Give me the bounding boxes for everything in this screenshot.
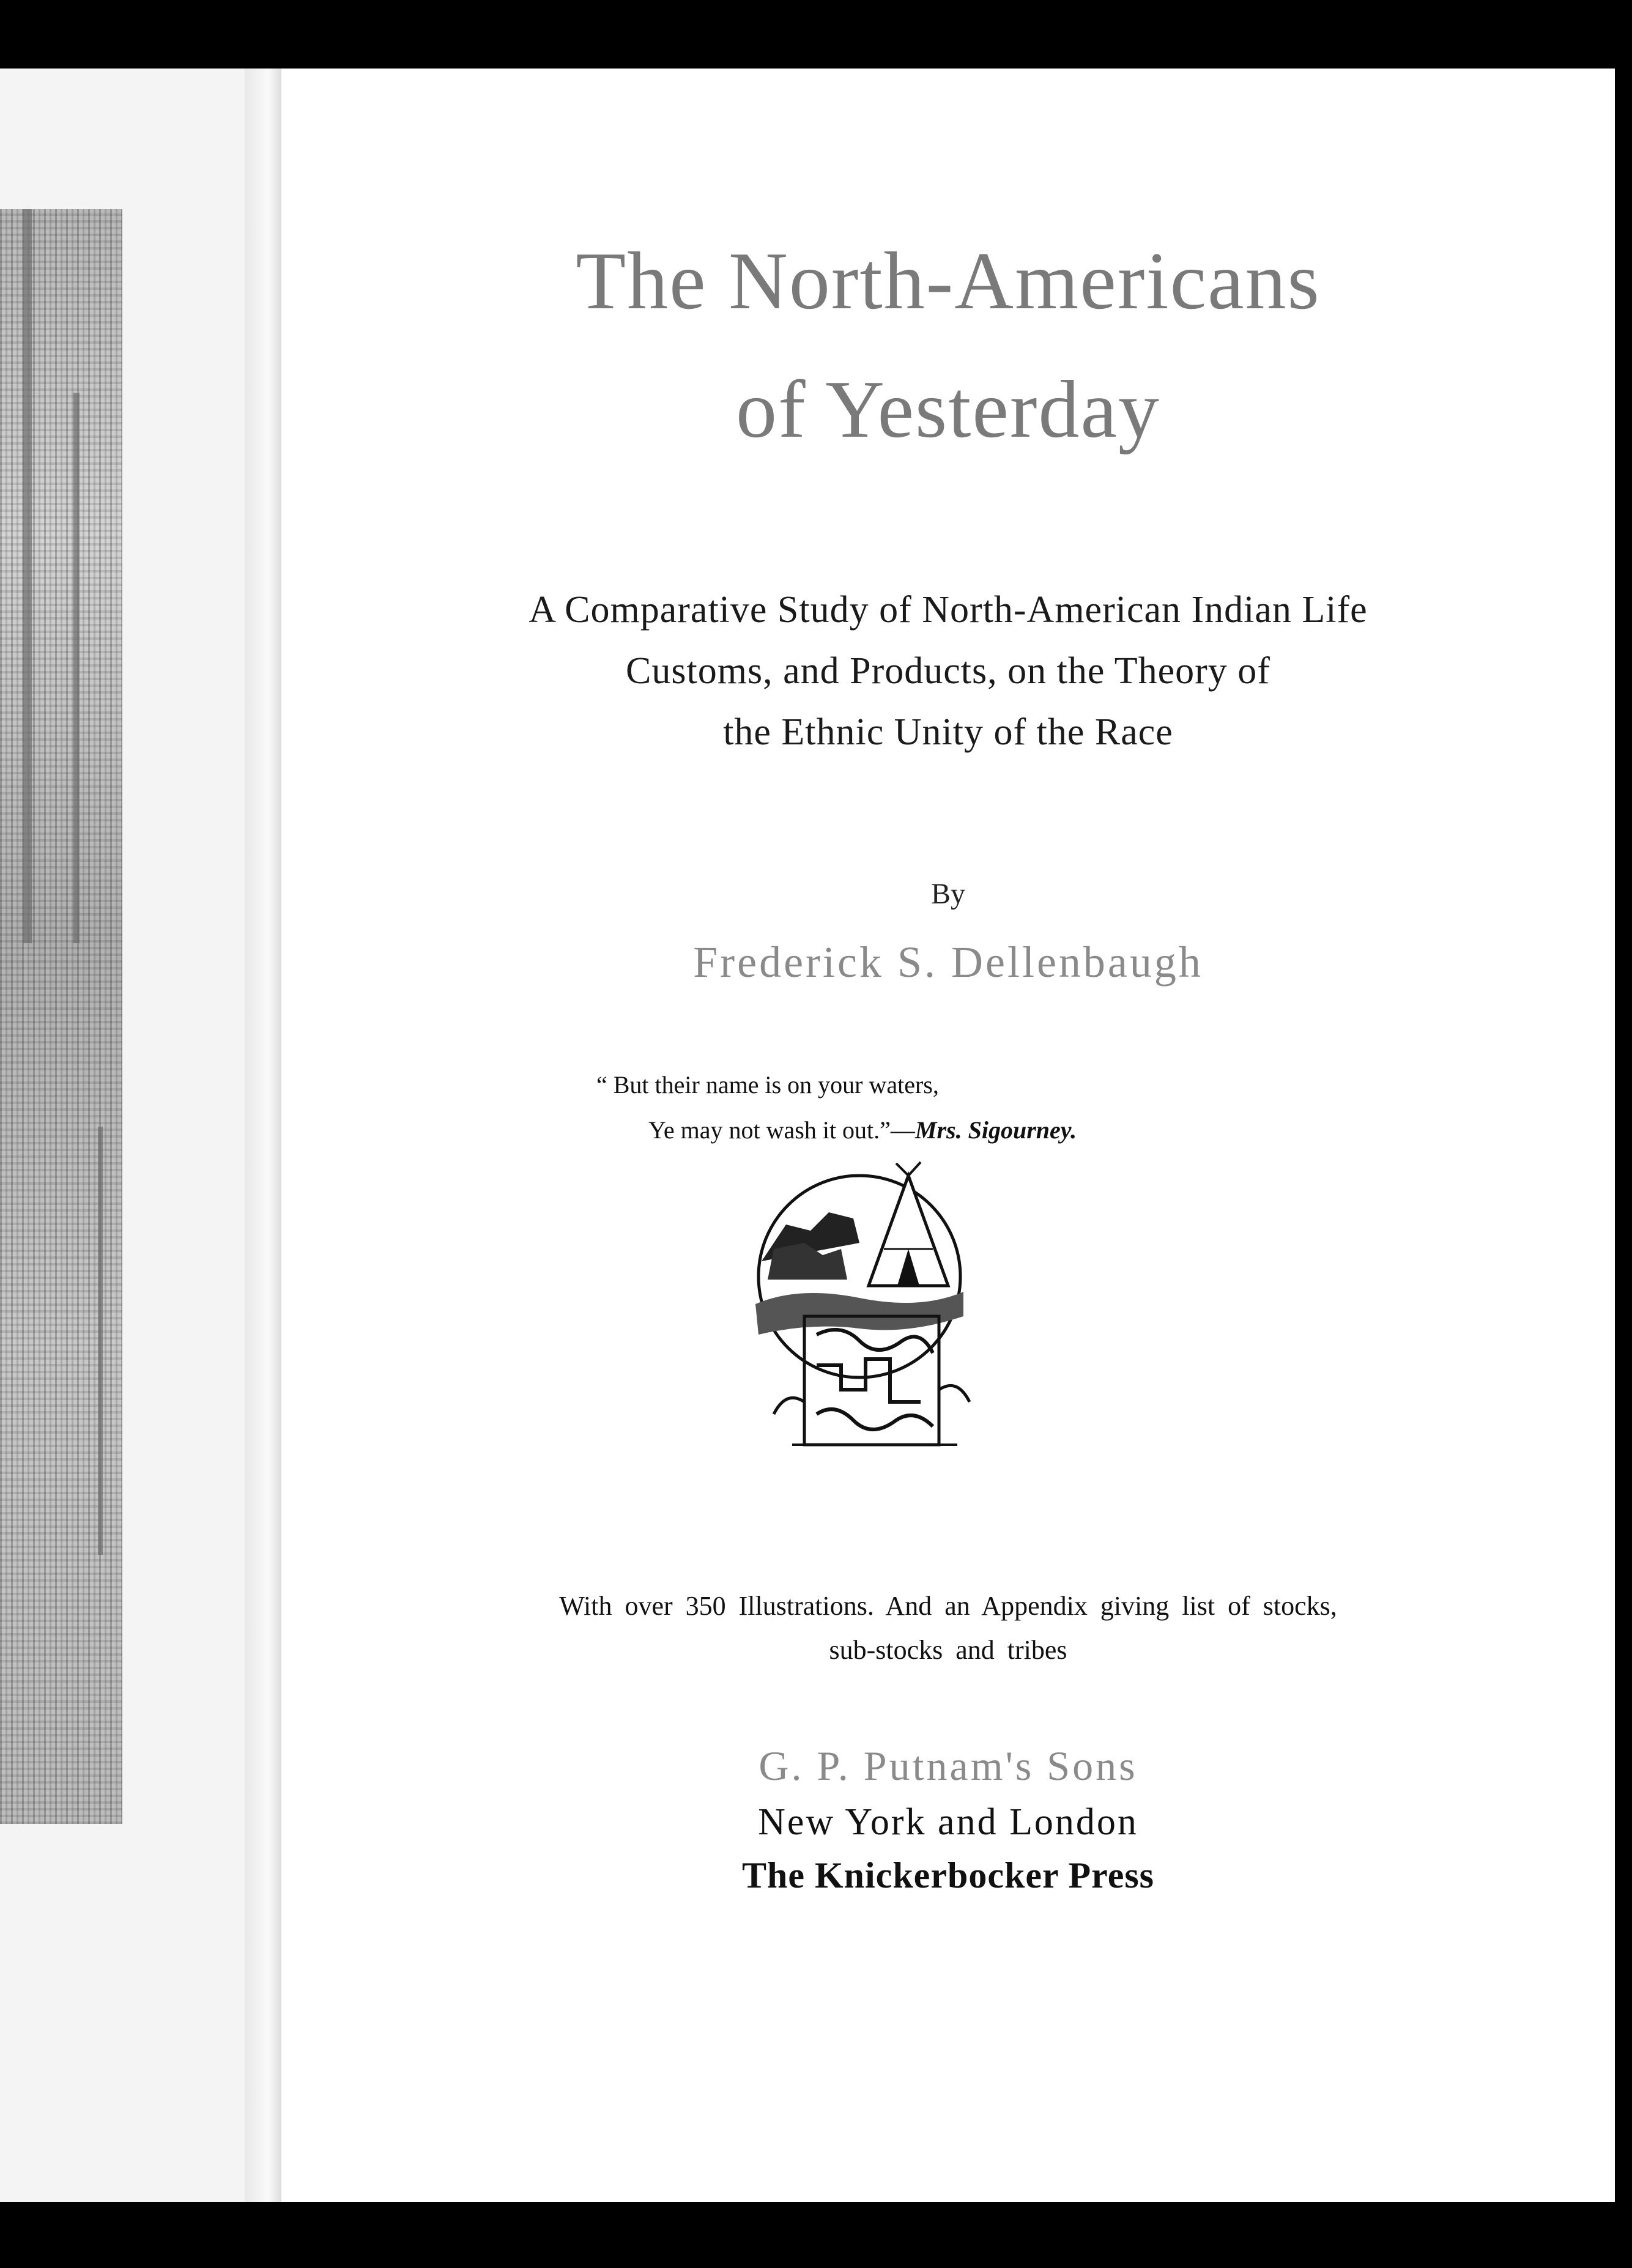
facing-page — [0, 69, 263, 2202]
epigraph-line-1: “ But their name is on your waters, — [596, 1071, 939, 1099]
publisher-imprint: The Knickerbocker Press — [741, 1855, 1155, 1896]
frontispiece-plate-edge — [0, 209, 122, 1824]
epigraph-text: Ye may not wash it out.”— — [648, 1116, 915, 1144]
author-name: Frederick S. Dellenbaugh — [693, 938, 1203, 987]
scan-border-top — [0, 0, 1632, 69]
title-page — [281, 69, 1615, 2202]
title-line-2: of Yesterday — [736, 364, 1160, 454]
by-label: By — [930, 878, 965, 910]
subtitle-line-3: the Ethnic Unity of the Race — [723, 711, 1173, 753]
epigraph-line-2 — [648, 1116, 1077, 1144]
publisher-name: G. P. Putnam's Sons — [759, 1743, 1138, 1789]
epigraph-attribution: Mrs. Sigourney. — [914, 1116, 1077, 1144]
title-line-1: The North-Americans — [576, 235, 1321, 326]
illustrations-note-line-2: sub-stocks and tribes — [829, 1635, 1067, 1665]
scan-border-bottom — [0, 2202, 1632, 2268]
scan-border-right — [1615, 0, 1632, 2268]
publisher-place: New York and London — [758, 1801, 1138, 1843]
illustrations-note-line-1: With over 350 Illustrations. And an Appendix giving list of stocks, — [559, 1591, 1337, 1621]
circular-vignette-tipi-landscape-icon — [737, 1157, 1006, 1463]
tree-trunk — [73, 393, 80, 943]
subtitle-line-2: Customs, and Products, on the Theory of — [626, 650, 1270, 692]
tree-trunk — [98, 1127, 103, 1555]
subtitle-line-1: A Comparative Study of North-American Indian Life — [529, 589, 1368, 631]
tree-trunk — [23, 209, 32, 943]
